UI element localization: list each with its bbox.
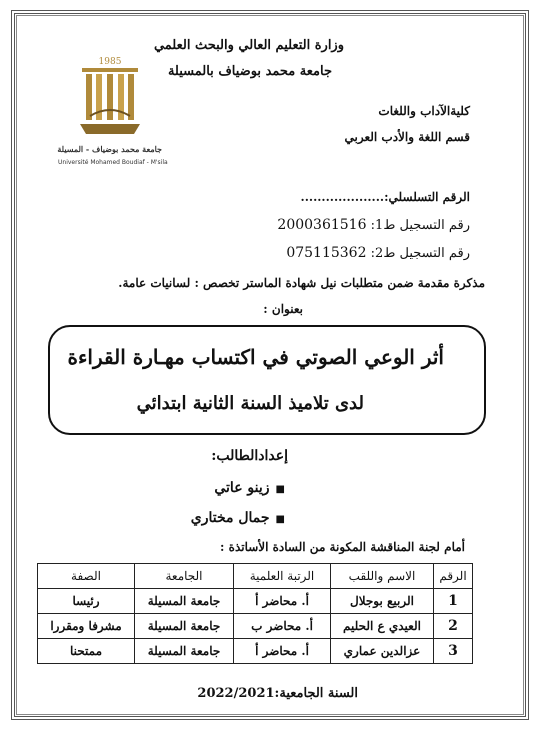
students-label: إعدادالطالب: bbox=[211, 448, 288, 464]
academic-year: السنة الجامعية:2022/2021 bbox=[197, 686, 358, 701]
student-1 bbox=[214, 480, 285, 496]
registration-2 bbox=[286, 245, 470, 261]
cell-number: 3 bbox=[434, 639, 473, 664]
student-2 bbox=[191, 510, 285, 526]
cell-name: العيدي ع الحليم bbox=[331, 614, 434, 639]
logo-name-fr: Université Mohamed Boudiaf - M'sila bbox=[58, 159, 168, 166]
cell-university: جامعة المسيلة bbox=[135, 589, 234, 614]
cell-rank: أ. محاضر أ bbox=[234, 639, 331, 664]
logo-year: 1985 bbox=[98, 57, 122, 67]
cell-role: ممتحنا bbox=[38, 639, 135, 664]
registration-1 bbox=[277, 217, 470, 233]
university-title: جامعة محمد بوضياف بالمسيلة bbox=[167, 64, 332, 79]
committee-label: أمام لجنة المناقشة المكونة من السادة الأساتذة : bbox=[220, 540, 465, 554]
table-header-row bbox=[38, 564, 473, 589]
cell-name: عزالدين عماري bbox=[331, 639, 434, 664]
registration-1-label: رقم التسجيل ط1: bbox=[370, 218, 470, 233]
table-row bbox=[38, 614, 473, 639]
table-row bbox=[38, 589, 473, 614]
cell-role: مشرفا ومقررا bbox=[38, 614, 135, 639]
thesis-title-line2: لدى تلاميذ السنة الثانية ابتدائي bbox=[136, 393, 364, 414]
header-name: الاسم واللقب bbox=[331, 564, 434, 589]
registration-2-label: رقم التسجيل ط2: bbox=[370, 246, 470, 261]
table-row bbox=[38, 639, 473, 664]
header-role: الصفة bbox=[38, 564, 135, 589]
registration-2-value: 075115362 bbox=[286, 245, 367, 261]
cell-number: 2 bbox=[434, 614, 473, 639]
title-label: بعنوان : bbox=[263, 302, 303, 316]
header-rank: الرتبة العلمية bbox=[234, 564, 331, 589]
serial-number: الرقم التسلسلي:.................... bbox=[300, 190, 470, 204]
logo-name-ar: جامعة محمد بوضياف - المسيلة bbox=[57, 144, 162, 154]
student-1-name: زينو عاتي bbox=[214, 480, 270, 496]
cell-university: جامعة المسيلة bbox=[135, 614, 234, 639]
bullet-icon: ■ bbox=[275, 514, 285, 525]
header-university: الجامعة bbox=[135, 564, 234, 589]
university-logo bbox=[57, 48, 168, 174]
cell-rank: أ. محاضر أ bbox=[234, 589, 331, 614]
ministry-title: وزارة التعليم العالي والبحث العلمي bbox=[153, 38, 344, 53]
committee-table bbox=[37, 563, 473, 664]
bullet-icon: ■ bbox=[275, 484, 285, 495]
cell-number: 1 bbox=[434, 589, 473, 614]
memo-line: مذكرة مقدمة ضمن متطلبات نيل شهادة الماستر تخصص : لسانيات عامة. bbox=[118, 276, 485, 290]
header-number: الرقم bbox=[434, 564, 473, 589]
university-seal-icon bbox=[76, 54, 144, 136]
student-2-name: جمال مختاري bbox=[190, 510, 270, 526]
cell-name: الربيع بوجلال bbox=[331, 589, 434, 614]
faculty-title: كليةالآداب واللغات bbox=[378, 104, 470, 118]
cell-role: رئيسا bbox=[38, 589, 135, 614]
thesis-title-box bbox=[48, 325, 486, 435]
registration-1-value: 2000361516 bbox=[277, 217, 367, 233]
cell-university: جامعة المسيلة bbox=[135, 639, 234, 664]
thesis-title-line1: أثر الوعي الصوتي في اكتساب مهـارة القراءة bbox=[67, 345, 444, 369]
cell-rank: أ. محاضر ب bbox=[234, 614, 331, 639]
department-title: قسم اللغة والأدب العربي bbox=[344, 130, 470, 144]
